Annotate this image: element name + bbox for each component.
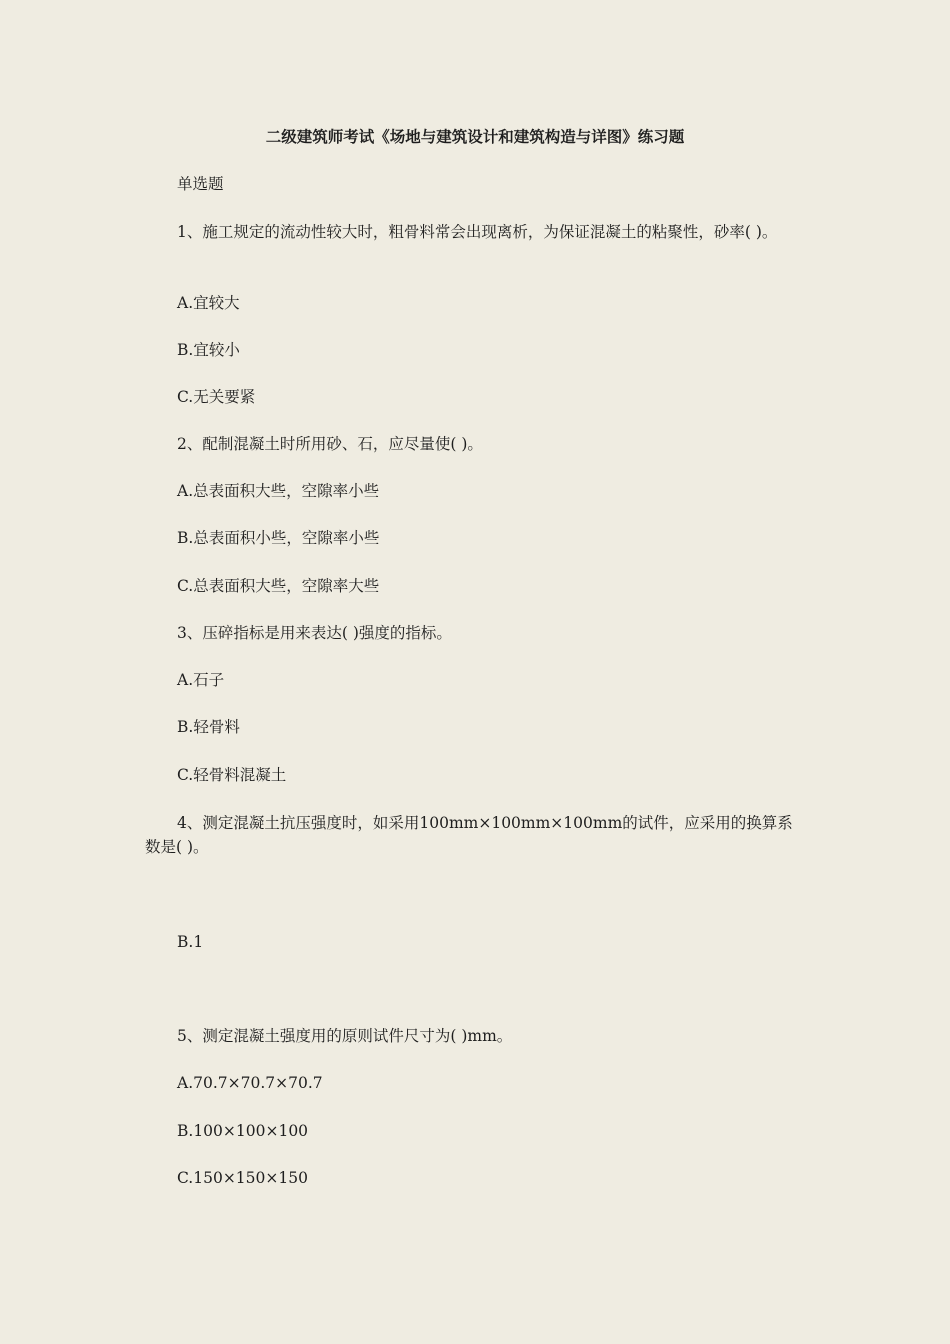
document-title: 二级建筑师考试《场地与建筑设计和建筑构造与详图》练习题 (265, 127, 685, 146)
question-1-option-c: C.无关要紧 (177, 388, 256, 406)
question-5-stem: 5、测定混凝土强度用的原则试件尺寸为( )mm。 (177, 1027, 513, 1045)
question-1-stem: 1、施工规定的流动性较大时，粗骨料常会出现离析，为保证混凝土的粘聚性，砂率( )。 (177, 223, 778, 241)
question-5-option-c: C.150×150×150 (177, 1169, 308, 1187)
question-3-stem: 3、压碎指标是用来表达( )强度的指标。 (177, 624, 452, 642)
question-1-option-b: B.宜较小 (177, 341, 240, 359)
question-1-option-a: A.宜较大 (177, 294, 240, 312)
question-5-option-a: A.70.7×70.7×70.7 (177, 1074, 323, 1092)
question-3-option-c: C.轻骨料混凝土 (177, 766, 287, 784)
question-5-option-b: B.100×100×100 (177, 1122, 309, 1140)
question-2-option-a: A.总表面积大些，空隙率小些 (177, 482, 380, 500)
question-2-option-c: C.总表面积大些，空隙率大些 (177, 577, 380, 595)
question-2-stem: 2、配制混凝土时所用砂、石，应尽量使( )。 (177, 435, 483, 453)
question-3-option-a: A.石子 (177, 671, 225, 689)
question-4-option-b: B.1 (177, 933, 204, 951)
question-2-option-b: B.总表面积小些，空隙率小些 (177, 529, 380, 547)
question-3-option-b: B.轻骨料 (177, 718, 240, 736)
question-4-stem: 4、测定混凝土抗压强度时，如采用100mm×100mm×100mm的试件，应采用的换算系数是( )。 (145, 814, 793, 856)
section-heading: 单选题 (177, 175, 224, 193)
